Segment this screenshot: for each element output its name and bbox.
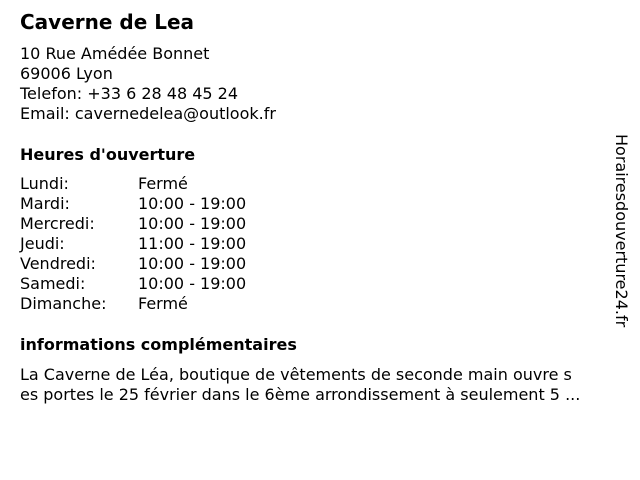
description-line: es portes le 25 février dans le 6ème arrondissement à seulement 5 ... [20, 385, 581, 404]
hours-day: Samedi: [20, 274, 86, 293]
hours-table [20, 174, 246, 314]
hours-day: Mardi: [20, 194, 70, 213]
email-address: Email: cavernedelea@outlook.fr [20, 104, 276, 123]
hours-time: 10:00 - 19:00 [138, 214, 247, 233]
hours-time: Fermé [138, 174, 188, 193]
phone-number: Telefon: +33 6 28 48 45 24 [20, 84, 239, 103]
hours-row-dimanche [20, 294, 246, 314]
address-street: 10 Rue Amédée Bonnet [20, 44, 210, 63]
hours-heading: Heures d'ouverture [20, 145, 196, 164]
description-line: La Caverne de Léa, boutique de vêtements de seconde main ouvre s [20, 365, 572, 384]
address-city: 69006 Lyon [20, 64, 113, 83]
hours-day: Dimanche: [20, 294, 107, 313]
hours-day: Vendredi: [20, 254, 96, 273]
info-heading: informations complémentaires [20, 335, 297, 354]
shop-name: Caverne de Lea [20, 10, 195, 34]
hours-time: 10:00 - 19:00 [138, 194, 247, 213]
hours-row-mercredi [20, 214, 246, 234]
description-text [20, 365, 620, 405]
site-watermark: Horairesdouverture24.fr [612, 134, 631, 328]
hours-day: Jeudi: [20, 234, 65, 253]
hours-time: Fermé [138, 294, 188, 313]
hours-row-lundi [20, 174, 246, 194]
hours-row-vendredi [20, 254, 246, 274]
hours-day: Lundi: [20, 174, 69, 193]
hours-row-mardi [20, 194, 246, 214]
contact-block [20, 44, 276, 124]
hours-time: 11:00 - 19:00 [138, 234, 247, 253]
hours-row-jeudi [20, 234, 246, 254]
hours-day: Mercredi: [20, 214, 95, 233]
hours-time: 10:00 - 19:00 [138, 274, 247, 293]
hours-time: 10:00 - 19:00 [138, 254, 247, 273]
hours-row-samedi [20, 274, 246, 294]
